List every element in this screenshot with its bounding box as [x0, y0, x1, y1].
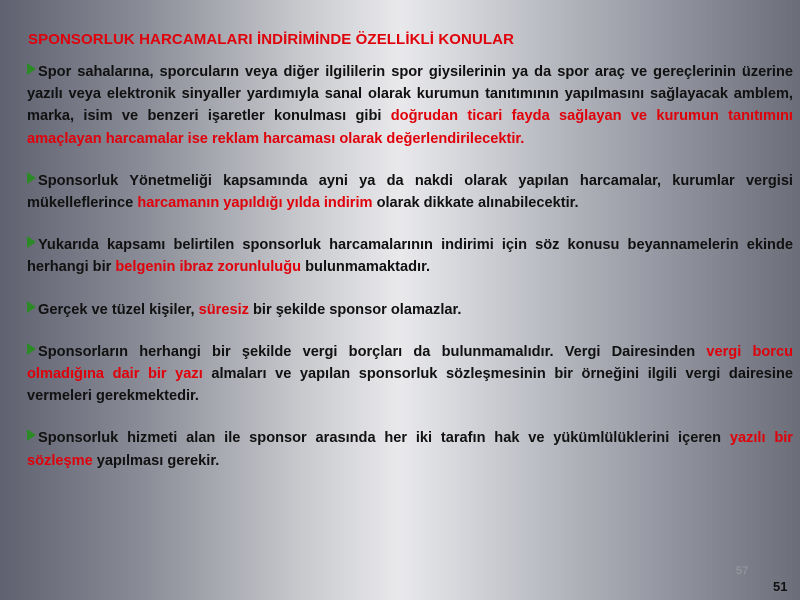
- bullet-text: Gerçek ve tüzel kişiler,: [38, 301, 199, 318]
- bullet-emphasis: süresiz: [198, 301, 249, 318]
- slide-number: 57: [736, 565, 749, 577]
- bullet-emphasis: belgenin ibraz zorunluluğu: [115, 259, 302, 276]
- bullet-item: [27, 427, 793, 471]
- bullet-item: [27, 234, 793, 278]
- bullet-text: Sponsorların herhangi bir şekilde vergi borçları da bulunmamalıdır. Vergi Dairesinden: [38, 343, 707, 360]
- arrow-bullet-icon: [27, 301, 36, 313]
- bullet-item: [27, 170, 793, 214]
- bullet-text: Sponsorluk hizmeti alan ile sponsor arasında her iki tarafın hak ve yükümlülüklerini içeren: [38, 430, 730, 447]
- bullet-text: bulunmamaktadır.: [301, 259, 431, 276]
- arrow-bullet-icon: [27, 172, 36, 184]
- arrow-bullet-icon: [27, 429, 36, 441]
- arrow-bullet-icon: [27, 236, 36, 248]
- bullet-list: [27, 61, 793, 472]
- page-number: 51: [773, 579, 788, 594]
- bullet-text: yapılması gerekir.: [92, 452, 220, 469]
- bullet-item: [27, 299, 793, 321]
- bullet-text: almaları ve yapılan sponsorluk sözleşmesinin bir örneğini ilgili vergi dairesine vermeleri gerekmektedir.: [27, 366, 793, 405]
- slide-title: SPONSORLUK HARCAMALARI İNDİRİMİNDE ÖZELLİKLİ KONULAR: [28, 31, 515, 48]
- bullet-emphasis: doğrudan ticari fayda sağlayan ve kurumun tanıtımını amaçlayan harcamalar ise reklam harcaması olarak değerlendirilecektir.: [27, 108, 793, 147]
- bullet-text: olarak dikkate alınabilecektir.: [372, 195, 579, 212]
- bullet-emphasis: yazılı bir sözleşme: [27, 430, 793, 469]
- bullet-text: Sponsorluk Yönetmeliği kapsamında ayni ya da nakdi olarak yapılan harcamalar, kurumlar vergisi mükelleflerince: [27, 172, 793, 212]
- arrow-bullet-icon: [27, 63, 36, 75]
- bullet-item: [27, 341, 793, 408]
- bullet-emphasis: vergi borcu olmadığına dair bir yazı: [27, 343, 793, 383]
- bullet-text: Yukarıda kapsamı belirtilen sponsorluk harcamalarının indirimi için söz konusu beyannamelerin ekinde herhangi bir: [27, 237, 793, 276]
- bullet-item: [27, 61, 793, 150]
- arrow-bullet-icon: [27, 343, 36, 355]
- bullet-emphasis: harcamanın yapıldığı yılda indirim: [137, 195, 373, 212]
- bullet-text: bir şekilde sponsor olamazlar.: [248, 301, 462, 318]
- bullet-text: Spor sahalarına, sporcuların veya diğer ilgililerin spor giysilerinin ya da spor araç ve gereçlerinin üzerine yazılı veya elektronik sinyaller yardımıyla sanal olarak kurumun tanıtımının yapılmasını sağlayacak amblem, marka, isim ve benzeri işaretler konulması gibi: [27, 64, 793, 125]
